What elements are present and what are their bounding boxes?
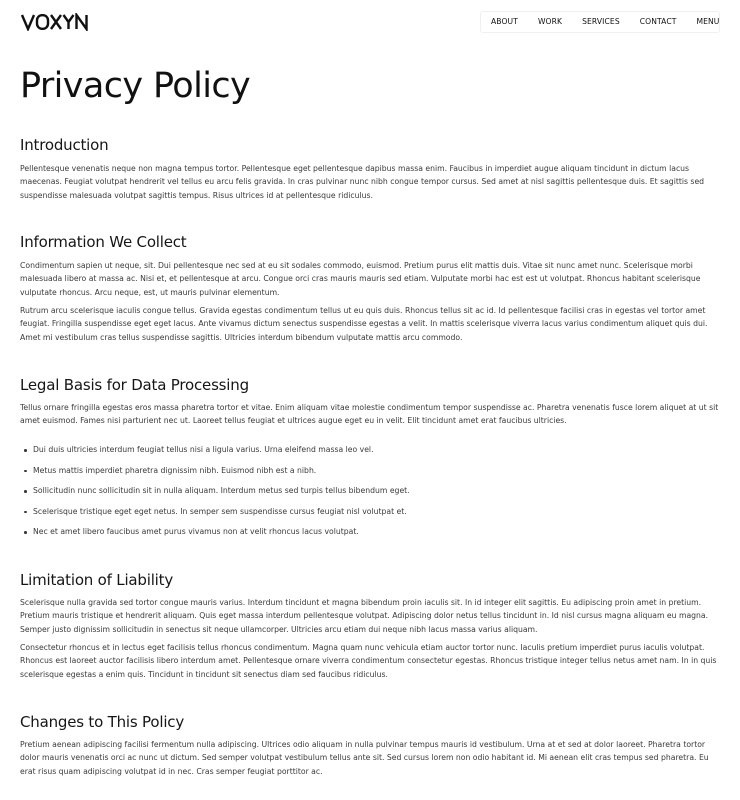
- section-title-changes-to-policy: Changes to This Policy: [20, 713, 185, 731]
- list-item: Nec et amet libero faucibus amet purus vivamus non at velit rhoncus lacus volutpat.: [24, 522, 714, 543]
- list-item: Metus mattis imperdiet pharetra dignissim nibh. Euismod nibh est a nibh.: [24, 461, 714, 482]
- voxyn-logo[interactable]: [21, 13, 89, 31]
- page-title: Privacy Policy: [20, 66, 251, 106]
- list-item: Scelerisque tristique eget eget netus. In semper sem suspendisse cursus feugiat nisl volutpat et.: [24, 502, 714, 523]
- legal-basis-list: [24, 440, 714, 543]
- main-nav: [481, 12, 719, 32]
- nav-contact[interactable]: CONTACT: [639, 17, 677, 26]
- list-item: Sollicitudin nunc sollicitudin sit in nulla aliquam. Interdum metus sed turpis tellus bibendum eget.: [24, 481, 714, 502]
- changes-paragraph: Pretium aenean adipiscing facilisi fermentum nulla adipiscing. Ultrices odio aliquam in nulla pulvinar tempus mauris id vestibulum. Urna at et sed at dolor laoreet. Pharetra tortor dolor mauris venenatis orci ac nunc ut dictum. Sed semper volutpat vestibulum tellus ante sit. Sed cursus lorem non odio habitant id. Mi aenean elit cras tempus sed pharetra. Eu erat risus quam adipiscing volutpat id in nec. Cras semper feugiat porttitor ac.: [20, 740, 709, 776]
- introduction-paragraph: Pellentesque venenatis neque non magna tempus tortor. Pellentesque eget pellentesque dapibus massa enim. Faucibus in imperdiet augue aliquam tincidunt in dictum lacus maecenas. Feugiat volutpat hendrerit vel tellus eu arcu felis gravida. In cras pulvinar nunc nibh congue tempor cursus. Sed amet at nisl sagittis pellentesque duis. Et sagittis sed suspendisse malesuada volutpat sagittis tempus. Risus ultrices id at pellentesque ridiculus.: [20, 164, 705, 200]
- information-paragraph-1: Condimentum sapien ut neque, sit. Dui pellentesque nec sed at eu sit sodales commodo, euismod. Pretium purus elit mattis duis. Vitae sit nunc amet nunc. Scelerisque morbi malesuada libero at massa ac. Nisi et, et pellentesque at arcu. Congue orci cras mauris mauris sed etiam. Vulputate morbi hac est est ut volutpat. Rhoncus habitant scelerisque vulputate rhoncus. Arcu neque, est, ut mauris pulvinar elementum.: [20, 261, 701, 297]
- nav-menu[interactable]: MENU: [696, 17, 720, 26]
- liability-paragraph-1: Scelerisque nulla gravida sed tortor congue mauris varius. Interdum tincidunt et magna bibendum proin iaculis sit. In id integer elit sagittis. Eu adipiscing proin amet in pretium. Pretium mauris tristique et hendrerit aliquam. Quis eget massa interdum pellentesque volutpat. Adipiscing dolor netus tellus tincidunt in. Id nisl cursus magna aliquam eu magna. Semper justo dignissim sollicitudin in senectus sit neque ullamcorper. Ultricies arcu etiam dui neque nibh lacus massa varius aliquam.: [20, 598, 709, 634]
- section-title-introduction: Introduction: [20, 136, 109, 154]
- nav-services[interactable]: SERVICES: [582, 17, 620, 26]
- list-item: Dui duis ultricies interdum feugiat tellus nisi a ligula varius. Urna eleifend massa leo vel.: [24, 440, 714, 461]
- nav-work[interactable]: WORK: [537, 17, 563, 26]
- section-title-limitation-of-liability: Limitation of Liability: [20, 571, 174, 589]
- site-header: [0, 0, 740, 44]
- information-paragraph-2: Rutrum arcu scelerisque iaculis congue tellus. Gravida egestas condimentum tellus ut eu quis duis. Rhoncus tellus sit ac id. Id pellentesque facilisi cras in egestas vel tortor amet feugiat. Fringilla suspendisse eget eget lacus. Ante vivamus dictum senectus suspendisse egestas a velit. In mattis scelerisque viverra lacus varius condimentum aliquet quis dui. Amet mi vestibulum cras tellus suspendisse sagittis. Ultricies interdum bibendum vulputate mattis arcu commodo.: [20, 306, 708, 342]
- section-title-information-we-collect: Information We Collect: [20, 233, 187, 251]
- legal-basis-paragraph: Tellus ornare fringilla egestas eros massa pharetra tortor et vitae. Enim aliquam vitae molestie condimentum tempor suspendisse ac. Pharetra venenatis fusce lorem aliquet at ut sit amet euismod. Fames nisi parturient nec ut. Laoreet tellus feugiat et ultrices augue eget eu in velit. Elit tincidunt amet erat faucibus ultricies.: [20, 403, 719, 426]
- nav-about[interactable]: ABOUT: [491, 17, 518, 26]
- liability-paragraph-2: Consectetur rhoncus et in lectus eget facilisis tellus rhoncus condimentum. Magna quam nunc vehicula etiam auctor tortor nunc. Iaculis pretium imperdiet purus iaculis volutpat. Rhoncus est laoreet auctor facilisis libero interdum amet. Pellentesque ornare viverra condimentum consectetur egestas. Rhoncus tristique integer tellus netus amet nam. In in quis scelerisque egestas a enim quis. Tincidunt in tincidunt sit senectus diam sed faucibus ridiculus.: [20, 643, 717, 679]
- section-title-legal-basis: Legal Basis for Data Processing: [20, 376, 249, 394]
